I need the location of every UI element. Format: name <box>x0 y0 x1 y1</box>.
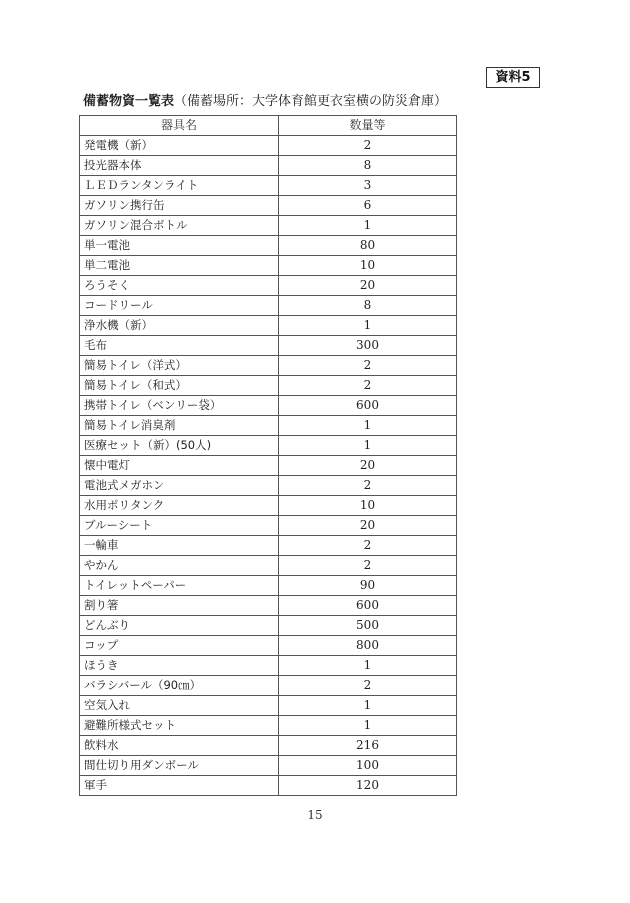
table-row <box>80 616 457 636</box>
item-name-cell: 浄水機（新） <box>80 316 279 336</box>
item-name-cell: バラシバール（90㎝） <box>80 676 279 696</box>
page-title <box>83 90 447 109</box>
quantity-cell: 1 <box>279 696 457 716</box>
quantity-cell: 1 <box>279 316 457 336</box>
quantity-cell: 1 <box>279 656 457 676</box>
quantity-cell: 10 <box>279 256 457 276</box>
item-name-cell: 避難所様式セット <box>80 716 279 736</box>
quantity-cell: 216 <box>279 736 457 756</box>
table-row <box>80 436 457 456</box>
quantity-cell: 500 <box>279 616 457 636</box>
table-row <box>80 636 457 656</box>
table-row <box>80 536 457 556</box>
quantity-cell: 100 <box>279 756 457 776</box>
table-row <box>80 516 457 536</box>
quantity-cell: 8 <box>279 156 457 176</box>
item-name-cell: 簡易トイレ（和式） <box>80 376 279 396</box>
item-name-cell: 携帯トイレ（ベンリー袋） <box>80 396 279 416</box>
item-name-cell: 発電機（新） <box>80 136 279 156</box>
item-name-cell: 空気入れ <box>80 696 279 716</box>
quantity-cell: 6 <box>279 196 457 216</box>
table-row <box>80 496 457 516</box>
quantity-cell: 1 <box>279 216 457 236</box>
item-name-cell: 電池式メガホン <box>80 476 279 496</box>
table-row <box>80 216 457 236</box>
quantity-cell: 90 <box>279 576 457 596</box>
item-name-cell: ブルーシート <box>80 516 279 536</box>
item-name-cell: 水用ポリタンク <box>80 496 279 516</box>
table-row <box>80 676 457 696</box>
quantity-cell: 2 <box>279 136 457 156</box>
inventory-table <box>79 115 457 796</box>
page-number: 15 <box>307 808 323 822</box>
item-name-cell: 簡易トイレ（洋式） <box>80 356 279 376</box>
item-name-cell: 単一電池 <box>80 236 279 256</box>
table-row <box>80 696 457 716</box>
quantity-cell: 2 <box>279 376 457 396</box>
item-name-cell: 一輪車 <box>80 536 279 556</box>
item-name-cell: 医療セット（新）(50人) <box>80 436 279 456</box>
quantity-cell: 800 <box>279 636 457 656</box>
title-main: 備蓄物資一覧表 <box>83 94 175 109</box>
quantity-cell: 10 <box>279 496 457 516</box>
item-name-cell: ガソリン携行缶 <box>80 196 279 216</box>
table-row <box>80 596 457 616</box>
quantity-cell: 20 <box>279 516 457 536</box>
item-name-cell: 懐中電灯 <box>80 456 279 476</box>
table-row <box>80 276 457 296</box>
table-row <box>80 736 457 756</box>
quantity-cell: 2 <box>279 356 457 376</box>
item-name-cell: ろうそく <box>80 276 279 296</box>
quantity-cell: 80 <box>279 236 457 256</box>
item-name-cell: 単二電池 <box>80 256 279 276</box>
title-location: （備蓄場所：大学体育館更衣室横の防災倉庫） <box>174 94 448 109</box>
item-name-cell: コードリール <box>80 296 279 316</box>
table-row <box>80 316 457 336</box>
table-row <box>80 656 457 676</box>
table-row <box>80 196 457 216</box>
document-label-badge: 資料5 <box>486 67 540 88</box>
quantity-cell: 20 <box>279 456 457 476</box>
table-row <box>80 236 457 256</box>
table-header-row <box>80 116 457 136</box>
table-row <box>80 256 457 276</box>
table-row <box>80 356 457 376</box>
table-row <box>80 556 457 576</box>
table-row <box>80 336 457 356</box>
quantity-cell: 300 <box>279 336 457 356</box>
quantity-cell: 600 <box>279 396 457 416</box>
quantity-cell: 8 <box>279 296 457 316</box>
item-name-cell: 投光器本体 <box>80 156 279 176</box>
item-name-cell: ＬＥＤランタンライト <box>80 176 279 196</box>
table-row <box>80 576 457 596</box>
quantity-cell: 1 <box>279 416 457 436</box>
table-row <box>80 456 457 476</box>
quantity-cell: 2 <box>279 556 457 576</box>
item-name-cell: 簡易トイレ消臭剤 <box>80 416 279 436</box>
table-row <box>80 756 457 776</box>
item-name-cell: コップ <box>80 636 279 656</box>
quantity-cell: 20 <box>279 276 457 296</box>
quantity-cell: 120 <box>279 776 457 796</box>
item-name-cell: どんぶり <box>80 616 279 636</box>
table-row <box>80 416 457 436</box>
quantity-cell: 1 <box>279 716 457 736</box>
table-row <box>80 716 457 736</box>
item-name-cell: やかん <box>80 556 279 576</box>
item-name-cell: 割り箸 <box>80 596 279 616</box>
item-name-cell: トイレットペーパー <box>80 576 279 596</box>
quantity-cell: 600 <box>279 596 457 616</box>
item-name-cell: 軍手 <box>80 776 279 796</box>
table-row <box>80 296 457 316</box>
quantity-cell: 2 <box>279 676 457 696</box>
item-name-cell: ガソリン混合ボトル <box>80 216 279 236</box>
table-row <box>80 776 457 796</box>
table-row <box>80 476 457 496</box>
table-body <box>80 136 457 796</box>
table-row <box>80 376 457 396</box>
quantity-cell: 3 <box>279 176 457 196</box>
quantity-cell: 1 <box>279 436 457 456</box>
table-row <box>80 156 457 176</box>
item-name-cell: 飲料水 <box>80 736 279 756</box>
quantity-cell: 2 <box>279 476 457 496</box>
table-row <box>80 176 457 196</box>
item-name-cell: 毛布 <box>80 336 279 356</box>
header-item-name: 器具名 <box>80 116 279 136</box>
item-name-cell: 間仕切り用ダンボール <box>80 756 279 776</box>
table-row <box>80 136 457 156</box>
table-row <box>80 396 457 416</box>
item-name-cell: ほうき <box>80 656 279 676</box>
header-quantity: 数量等 <box>279 116 457 136</box>
quantity-cell: 2 <box>279 536 457 556</box>
